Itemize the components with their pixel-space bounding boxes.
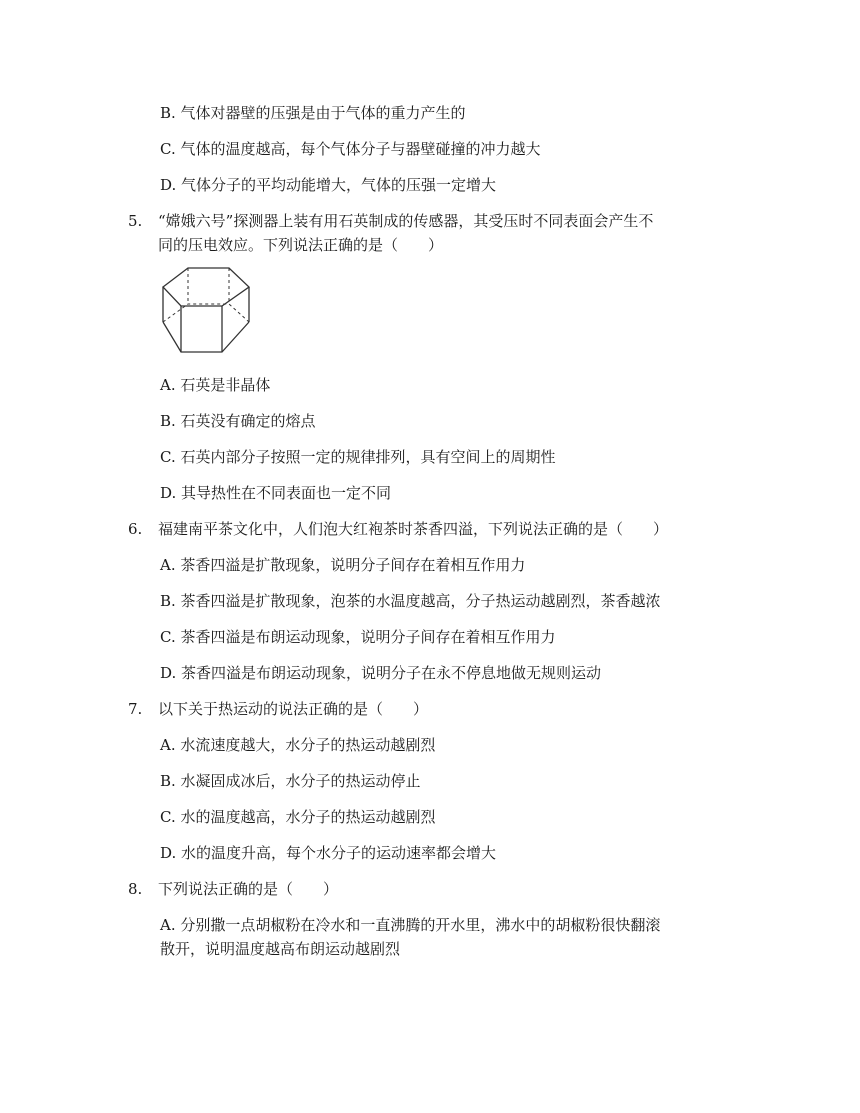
q5-option-c: C. 石英内部分子按照一定的规律排列，具有空间上的周期性 (160, 448, 556, 466)
q7-option-d: D. 水的温度升高，每个水分子的运动速率都会增大 (160, 844, 497, 862)
q6-number: 6. (128, 520, 143, 538)
q6-option-a: A. 茶香四溢是扩散现象，说明分子间存在着相互作用力 (160, 556, 526, 574)
q4-option-d: D. 气体分子的平均动能增大，气体的压强一定增大 (160, 176, 497, 194)
q5-option-d: D. 其导热性在不同表面也一定不同 (160, 484, 392, 502)
q7-option-c: C. 水的温度越高，水分子的热运动越剧烈 (160, 808, 436, 826)
q7-number: 7. (128, 700, 143, 718)
q5-option-a: A. 石英是非晶体 (160, 376, 271, 394)
q8-option-a-line2: 散开，说明温度越高布朗运动越剧烈 (160, 940, 401, 958)
q4-option-b: B. 气体对器壁的压强是由于气体的重力产生的 (160, 104, 466, 122)
q8-option-a-line1: A. 分别撒一点胡椒粉在冷水和一直沸腾的开水里，沸水中的胡椒粉很快翻滚 (160, 916, 661, 934)
q5-stem-line1: “嫦娥六号”探测器上装有用石英制成的传感器，其受压时不同表面会产生不 (158, 212, 654, 230)
quartz-hexagonal-prism-figure (157, 262, 257, 362)
q4-option-c: C. 气体的温度越高，每个气体分子与器壁碰撞的冲力越大 (160, 140, 541, 158)
q7-option-a: A. 水流速度越大，水分子的热运动越剧烈 (160, 736, 436, 754)
q6-stem: 福建南平茶文化中，人们泡大红袍茶时茶香四溢，下列说法正确的是（ ） (158, 520, 669, 538)
q6-option-c: C. 茶香四溢是布朗运动现象，说明分子间存在着相互作用力 (160, 628, 556, 646)
q8-number: 8. (128, 880, 143, 898)
q7-stem: 以下关于热运动的说法正确的是（ ） (158, 700, 429, 718)
q6-option-b: B. 茶香四溢是扩散现象，泡茶的水温度越高，分子热运动越剧烈，茶香越浓 (160, 592, 661, 610)
hexagonal-prism-diagram (157, 262, 257, 358)
q5-number: 5. (128, 212, 143, 230)
q5-stem-line2: 同的压电效应。下列说法正确的是（ ） (158, 236, 444, 254)
q8-stem: 下列说法正确的是（ ） (158, 880, 339, 898)
q5-option-b: B. 石英没有确定的熔点 (160, 412, 316, 430)
q7-option-b: B. 水凝固成冰后，水分子的热运动停止 (160, 772, 421, 790)
q6-option-d: D. 茶香四溢是布朗运动现象，说明分子在永不停息地做无规则运动 (160, 664, 602, 682)
